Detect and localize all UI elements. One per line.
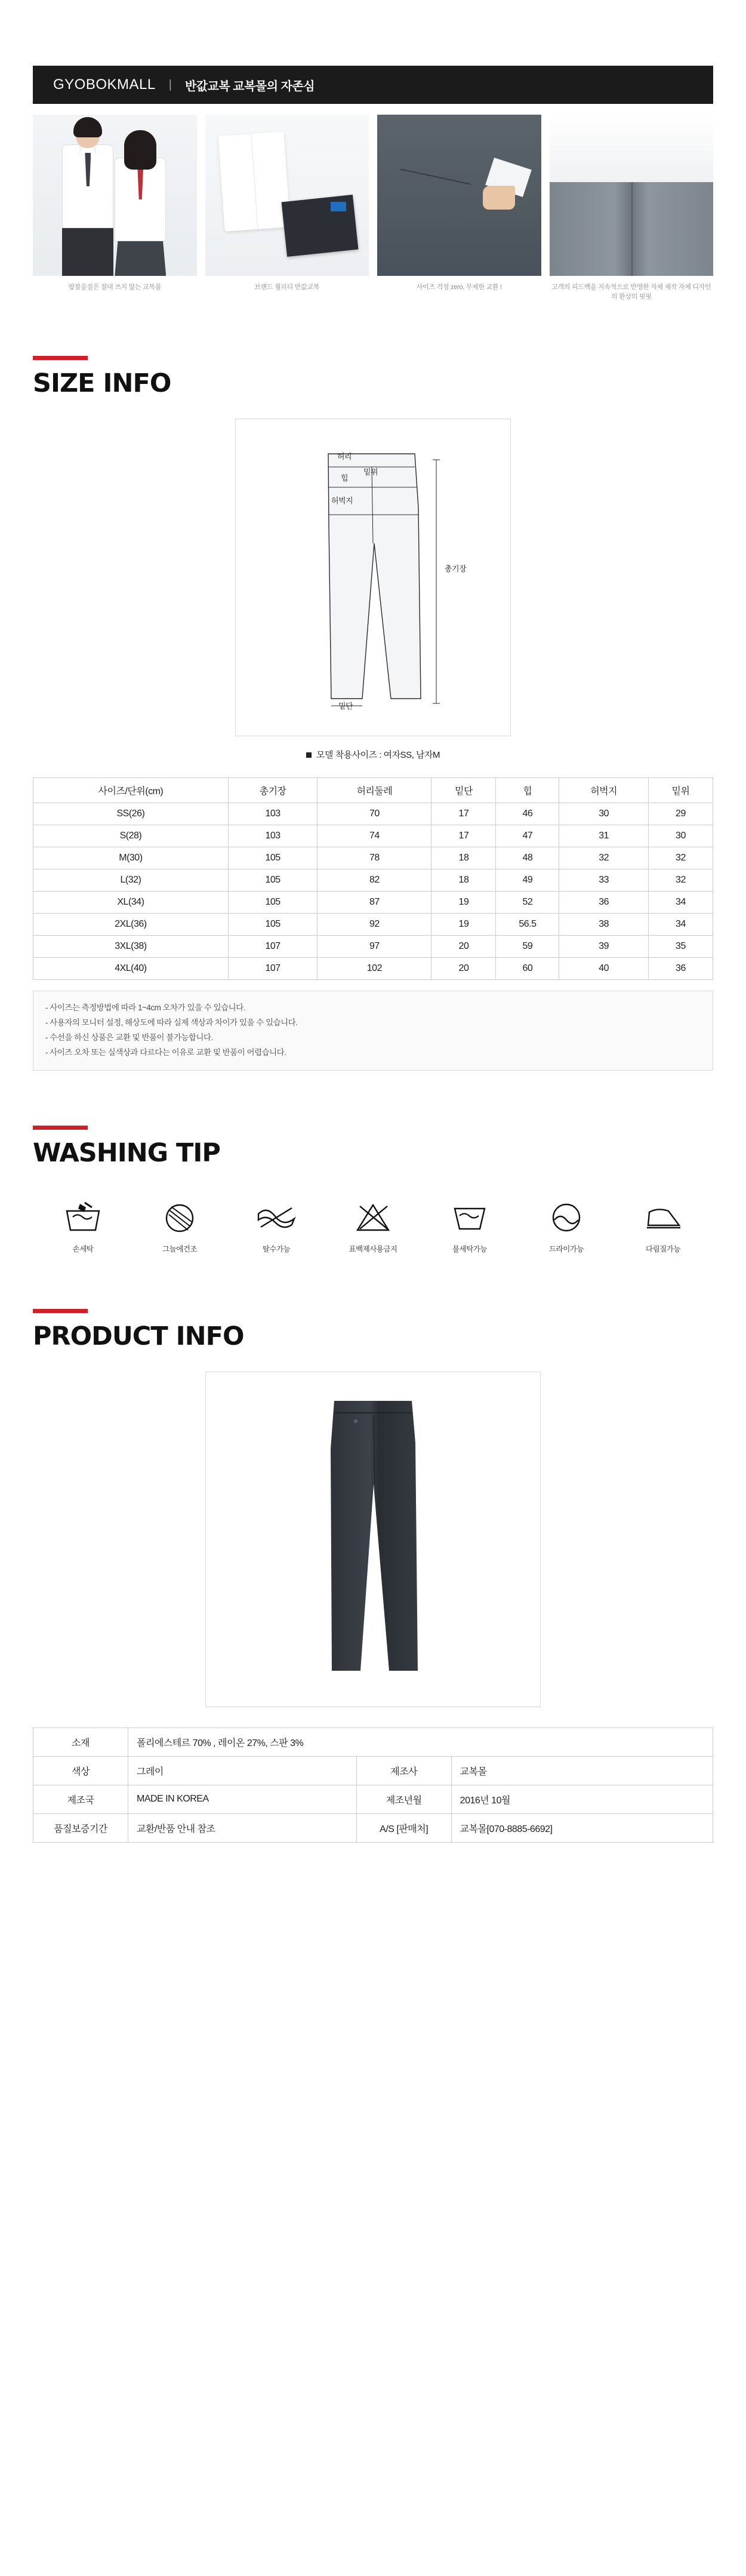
table-row xyxy=(33,936,713,958)
wash-item-dry-clean xyxy=(526,1195,607,1254)
machine-wash-icon xyxy=(429,1195,510,1240)
wash-label: 다림질가능 xyxy=(646,1244,680,1253)
product-photo xyxy=(205,1372,541,1707)
cell: 105 xyxy=(228,869,317,892)
cell: 30 xyxy=(648,825,713,847)
info-key: 품질보증기간 xyxy=(33,1813,128,1842)
head-shape xyxy=(128,134,152,161)
label-thigh: 허벅지 xyxy=(331,496,353,505)
info-value: 교환/반품 안내 참조 xyxy=(128,1813,357,1842)
cell: 4XL(40) xyxy=(33,958,229,980)
cell: 38 xyxy=(559,914,649,936)
cell: 59 xyxy=(496,936,559,958)
cell: 103 xyxy=(228,803,317,825)
cell: 105 xyxy=(228,847,317,869)
info-value: 교복몰[070-8885-6692] xyxy=(451,1813,713,1842)
hair-shape xyxy=(73,117,102,137)
size-table xyxy=(33,777,713,980)
folded-trousers xyxy=(282,195,359,257)
cell: 34 xyxy=(648,892,713,914)
wash-label: 표백제사용금지 xyxy=(349,1244,397,1253)
table-row xyxy=(33,1813,713,1842)
product-pants-svg xyxy=(298,1395,448,1682)
iron-icon xyxy=(622,1195,704,1240)
cell: 20 xyxy=(431,958,496,980)
wash-item-no-wring xyxy=(236,1195,317,1254)
bottom-spacer xyxy=(0,1843,746,1908)
cell: 56.5 xyxy=(496,914,559,936)
info-key: A/S [판매처] xyxy=(356,1813,451,1842)
pants-diagram-svg xyxy=(272,436,474,717)
wash-item-iron xyxy=(622,1195,704,1254)
brand-tag xyxy=(331,202,346,211)
cell: 78 xyxy=(317,847,431,869)
col-header: 밑단 xyxy=(431,778,496,803)
cell: 103 xyxy=(228,825,317,847)
col-header: 힙 xyxy=(496,778,559,803)
cell: 34 xyxy=(648,914,713,936)
cell: 107 xyxy=(228,936,317,958)
size-notes xyxy=(33,991,713,1071)
cell: 40 xyxy=(559,958,649,980)
size-table-head xyxy=(33,778,713,803)
wash-label: 손세탁 xyxy=(72,1244,94,1253)
cell: 49 xyxy=(496,869,559,892)
page-title-washing-tip: WASHING TIP xyxy=(33,1138,220,1168)
brand-logo: GYOBOKMALL xyxy=(53,76,156,93)
model-size-text: 모델 착용사이즈 : 여자SS, 남자M xyxy=(316,750,440,760)
label-hem-top: 밑위 xyxy=(363,468,378,477)
product-info-body xyxy=(33,1727,713,1842)
cell: 18 xyxy=(431,847,496,869)
hair-shape xyxy=(124,130,156,170)
cell: 19 xyxy=(431,892,496,914)
table-row xyxy=(33,892,713,914)
cell: 2XL(36) xyxy=(33,914,229,936)
cell: 19 xyxy=(431,914,496,936)
cell: 102 xyxy=(317,958,431,980)
photo-caption: 브랜드 퀄리티 반값교복 xyxy=(254,284,320,291)
cell: M(30) xyxy=(33,847,229,869)
cell: 60 xyxy=(496,958,559,980)
shirt-shape xyxy=(62,145,113,228)
photo-folded-set xyxy=(205,115,369,276)
wash-item-machine-wash xyxy=(429,1195,510,1254)
cell: 107 xyxy=(228,958,317,980)
cell: 18 xyxy=(431,869,496,892)
cell: 17 xyxy=(431,825,496,847)
page-title-size-info: SIZE INFO xyxy=(33,368,171,398)
photo-pocket-detail xyxy=(377,115,541,276)
cell: 36 xyxy=(559,892,649,914)
label-hem-bottom: 밑단 xyxy=(338,702,353,711)
cell: XL(34) xyxy=(33,892,229,914)
photo-cell-2 xyxy=(205,115,369,301)
product-info-heading-wrap xyxy=(33,1309,713,1351)
cell: 32 xyxy=(559,847,649,869)
dry-clean-icon xyxy=(526,1195,607,1240)
heading-rule xyxy=(33,1309,88,1313)
no-bleach-icon xyxy=(332,1195,414,1240)
cell: 46 xyxy=(496,803,559,825)
note-line: - 사이즈는 측정방법에 따라 1~4cm 오차가 있을 수 있습니다. xyxy=(45,1003,246,1012)
product-info-section xyxy=(33,1309,713,1843)
photo-caption: 고객의 피드백을 지속적으로 반영한 자체 제작 자체 디자인의 환상의 핏핏 xyxy=(551,284,711,300)
col-header: 사이즈/단위(cm) xyxy=(33,778,229,803)
photo-strip xyxy=(33,115,713,301)
info-value: 교복몰 xyxy=(451,1756,713,1785)
cell: 70 xyxy=(317,803,431,825)
cell: 17 xyxy=(431,803,496,825)
size-table-body xyxy=(33,803,713,980)
table-row xyxy=(33,1756,713,1785)
table-header-row xyxy=(33,778,713,803)
cell: 39 xyxy=(559,936,649,958)
cell: S(28) xyxy=(33,825,229,847)
blouse-shape xyxy=(115,158,166,241)
cell: 87 xyxy=(317,892,431,914)
wash-label: 물세탁가능 xyxy=(452,1244,487,1253)
info-value: 2016년 10월 xyxy=(451,1785,713,1813)
wash-label: 탈수가능 xyxy=(262,1244,291,1253)
cell: 31 xyxy=(559,825,649,847)
shade-dry-icon xyxy=(139,1195,220,1240)
label-hip: 힙 xyxy=(341,474,349,482)
heading-rule xyxy=(33,356,88,360)
head-shape xyxy=(76,121,100,148)
cell: 3XL(38) xyxy=(33,936,229,958)
wash-item-no-bleach xyxy=(332,1195,414,1254)
note-line: - 사용자의 모니터 설정, 해상도에 따라 실제 색상과 차이가 있을 수 있습니다. xyxy=(45,1018,298,1027)
info-key: 제조년월 xyxy=(356,1785,451,1813)
page-title-product-info: PRODUCT INFO xyxy=(33,1321,244,1351)
cell: 30 xyxy=(559,803,649,825)
table-row xyxy=(33,1727,713,1756)
brand-divider: | xyxy=(168,78,172,91)
col-header: 총기장 xyxy=(228,778,317,803)
bullet-square-icon xyxy=(306,752,312,758)
cell: 32 xyxy=(648,847,713,869)
cell: 33 xyxy=(559,869,649,892)
washing-icon-row xyxy=(33,1195,713,1254)
cell: 32 xyxy=(648,869,713,892)
skirt-shape xyxy=(115,241,166,276)
wash-label: 드라이가능 xyxy=(549,1244,584,1253)
ribbon-tie xyxy=(137,166,143,199)
note-line: - 사이즈 오차 또는 실색상과 다르다는 이유로 교환 및 반품이 어렵습니다. xyxy=(45,1047,286,1057)
photo-caption: 밤잠을질은 절대 쓰지 않는 교복몰 xyxy=(68,284,162,291)
table-row xyxy=(33,1785,713,1813)
wash-item-shade-dry xyxy=(139,1195,220,1254)
banner-slogan: 반값교복 교복몰의 자존심 xyxy=(184,79,315,93)
table-row xyxy=(33,869,713,892)
wash-item-hand-wash xyxy=(42,1195,124,1254)
hand-wash-icon xyxy=(42,1195,124,1240)
info-key: 색상 xyxy=(33,1756,128,1785)
table-row xyxy=(33,825,713,847)
cell: 47 xyxy=(496,825,559,847)
photo-back-fit xyxy=(550,115,714,276)
cell: 52 xyxy=(496,892,559,914)
cell: 82 xyxy=(317,869,431,892)
info-key: 제조사 xyxy=(356,1756,451,1785)
size-info-section xyxy=(33,356,713,1071)
product-detail-page xyxy=(0,66,746,1908)
student-figure-female xyxy=(115,134,166,276)
fabric-texture xyxy=(377,115,541,276)
cell: L(32) xyxy=(33,869,229,892)
folded-shirt xyxy=(218,132,290,232)
photo-caption: 사이즈 걱정 zero, 무제한 교환 ! xyxy=(416,284,502,291)
size-info-heading-wrap xyxy=(33,356,713,398)
cell: SS(26) xyxy=(33,803,229,825)
col-header: 밑위 xyxy=(648,778,713,803)
product-info-table xyxy=(33,1727,713,1843)
photo-cell-3 xyxy=(377,115,541,301)
model-size-note xyxy=(33,748,713,761)
note-line: - 수선을 하신 상품은 교환 및 반품이 불가능합니다. xyxy=(45,1032,213,1042)
cell: 48 xyxy=(496,847,559,869)
table-row xyxy=(33,914,713,936)
trousers-shape xyxy=(62,228,113,276)
cell: 35 xyxy=(648,936,713,958)
cell: 20 xyxy=(431,936,496,958)
cell: 29 xyxy=(648,803,713,825)
col-header: 허리둘레 xyxy=(317,778,431,803)
label-total-length: 총기장 xyxy=(445,564,467,573)
info-key: 제조국 xyxy=(33,1785,128,1813)
cell: 105 xyxy=(228,914,317,936)
hand-shape xyxy=(483,186,515,210)
label-waist: 허리 xyxy=(337,452,352,461)
center-seam xyxy=(631,182,633,276)
size-diagram xyxy=(235,419,511,736)
photo-cell-1 xyxy=(33,115,197,301)
table-row xyxy=(33,803,713,825)
heading-rule xyxy=(33,1126,88,1130)
cell: 97 xyxy=(317,936,431,958)
cell: 36 xyxy=(648,958,713,980)
wash-label: 그늘에건조 xyxy=(162,1244,197,1253)
shirt-back-shape xyxy=(550,115,714,182)
student-figure-male xyxy=(62,121,113,276)
cell: 105 xyxy=(228,892,317,914)
photo-students xyxy=(33,115,197,276)
info-value: MADE IN KOREA xyxy=(128,1785,357,1813)
top-banner xyxy=(33,66,713,104)
washing-tip-heading-wrap xyxy=(33,1126,713,1168)
cell: 74 xyxy=(317,825,431,847)
table-row xyxy=(33,958,713,980)
washing-tip-section xyxy=(33,1126,713,1254)
info-value: 폴리에스테르 70% , 레이온 27%, 스판 3% xyxy=(128,1727,713,1756)
necktie xyxy=(85,153,91,186)
cell: 92 xyxy=(317,914,431,936)
photo-cell-4 xyxy=(550,115,714,301)
info-value: 그레이 xyxy=(128,1756,357,1785)
table-row xyxy=(33,847,713,869)
info-key: 소재 xyxy=(33,1727,128,1756)
no-wring-icon xyxy=(236,1195,317,1240)
col-header: 허벅지 xyxy=(559,778,649,803)
